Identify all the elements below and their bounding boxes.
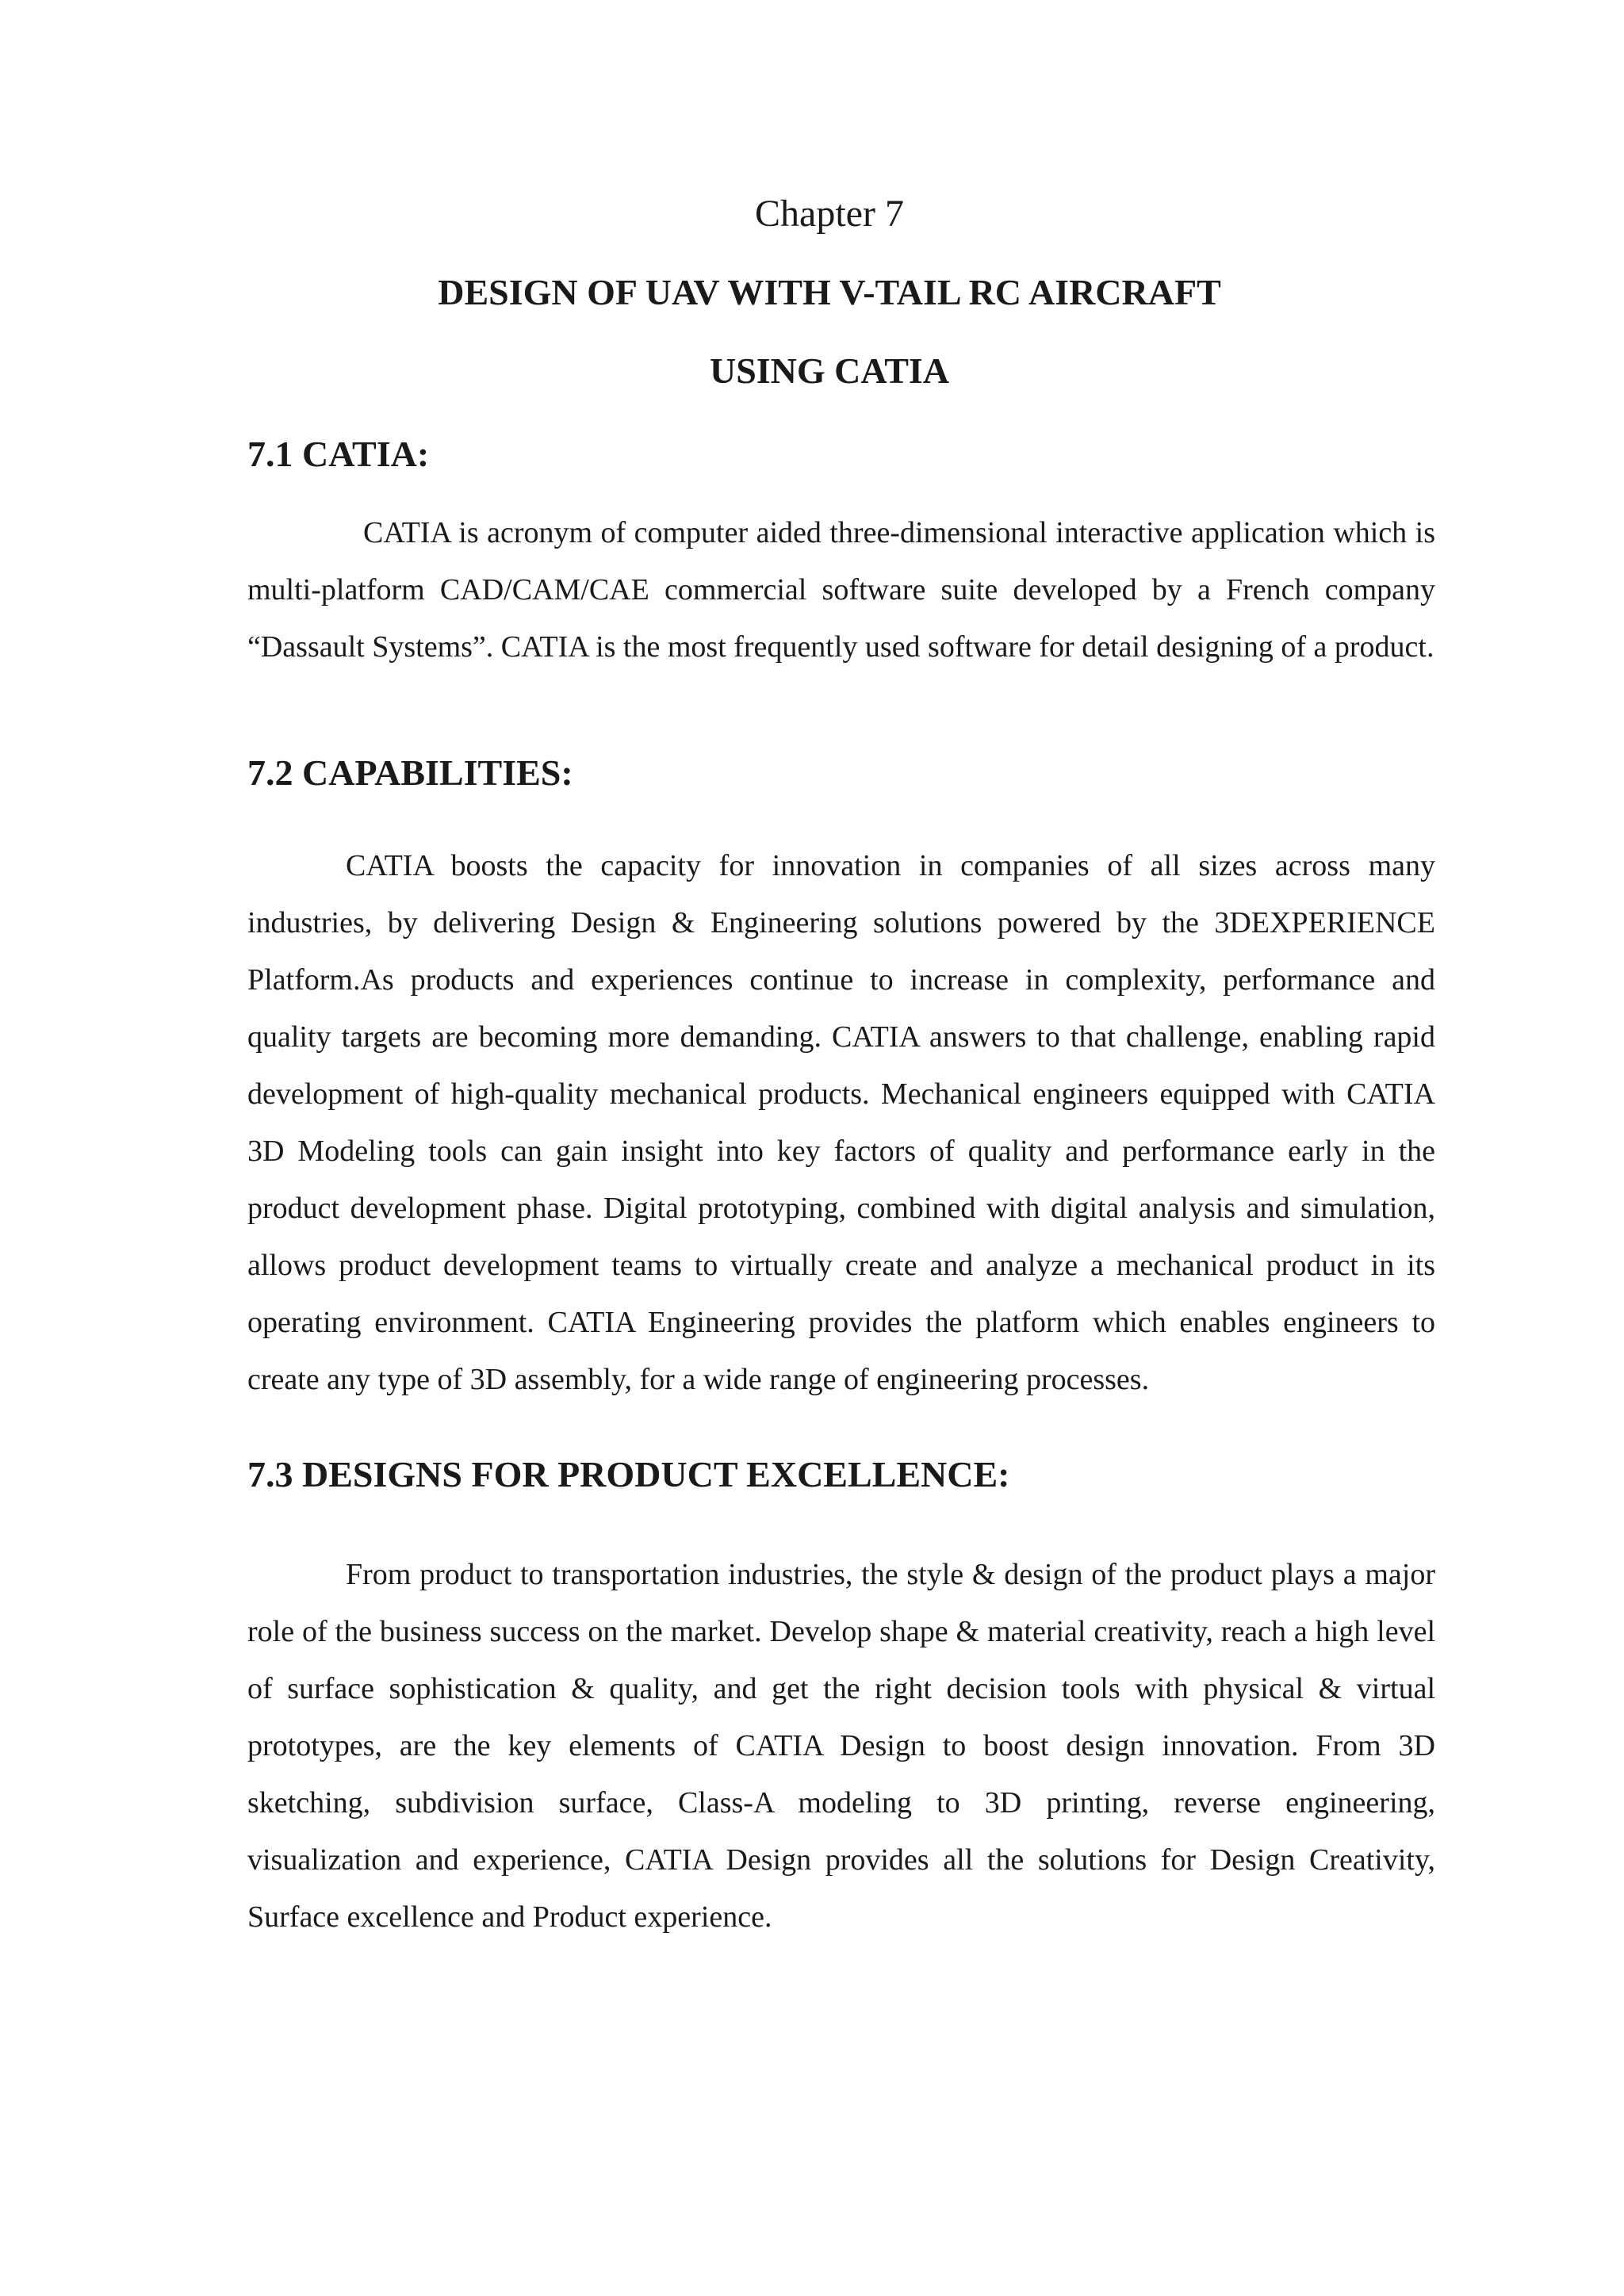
chapter-title-line1: DESIGN OF UAV WITH V-TAIL RC AIRCRAFT [438, 272, 1221, 312]
section-paragraph-7-1: CATIA is acronym of computer aided three-dimensional interactive application which is multi-platform CAD/CAM/CAE commercial software suite developed by a French company “Dassault Systems”. CATIA is the most frequently used software for detail designing of a product. [247, 516, 1435, 664]
section-paragraph-7-2: CATIA boosts the capacity for innovation in companies of all sizes across many industries, by delivering Design & Engineering solutions powered by the 3DEXPERIENCE Platform.As products and experiences continue to increase in complexity, performance and quality targets are becoming more demanding. CATIA answers to that challenge, enabling rapid development of high-quality mechanical products. Mechanical engineers equipped with CATIA 3D Modeling tools can gain insight into key factors of quality and performance early in the product development phase. Digital prototyping, combined with digital analysis and simulation, allows product development teams to virtually create and analyze a mechanical product in its operating environment. CATIA Engineering provides the platform which enables engineers to create any type of 3D assembly, for a wide range of engineering processes. [247, 849, 1435, 1396]
section-heading-7-1: 7.1 CATIA: [247, 434, 430, 474]
chapter-title-line2: USING CATIA [709, 350, 950, 391]
section-paragraph-7-3: From product to transportation industries, the style & design of the product plays a major role of the business success on the market. Develop shape & material creativity, reach a high level of surface sophistication & quality, and get the right decision tools with physical & virtual prototypes, are the key elements of CATIA Design to boost design innovation. From 3D sketching, subdivision surface, Class-A modeling to 3D printing, reverse engineering, visualization and experience, CATIA Design provides all the solutions for Design Creativity, Surface excellence and Product experience. [247, 1558, 1435, 1934]
section-heading-7-3: 7.3 DESIGNS FOR PRODUCT EXCELLENCE: [247, 1454, 1010, 1494]
section-heading-7-2: 7.2 CAPABILITIES: [247, 752, 573, 793]
chapter-label: Chapter 7 [755, 193, 904, 235]
